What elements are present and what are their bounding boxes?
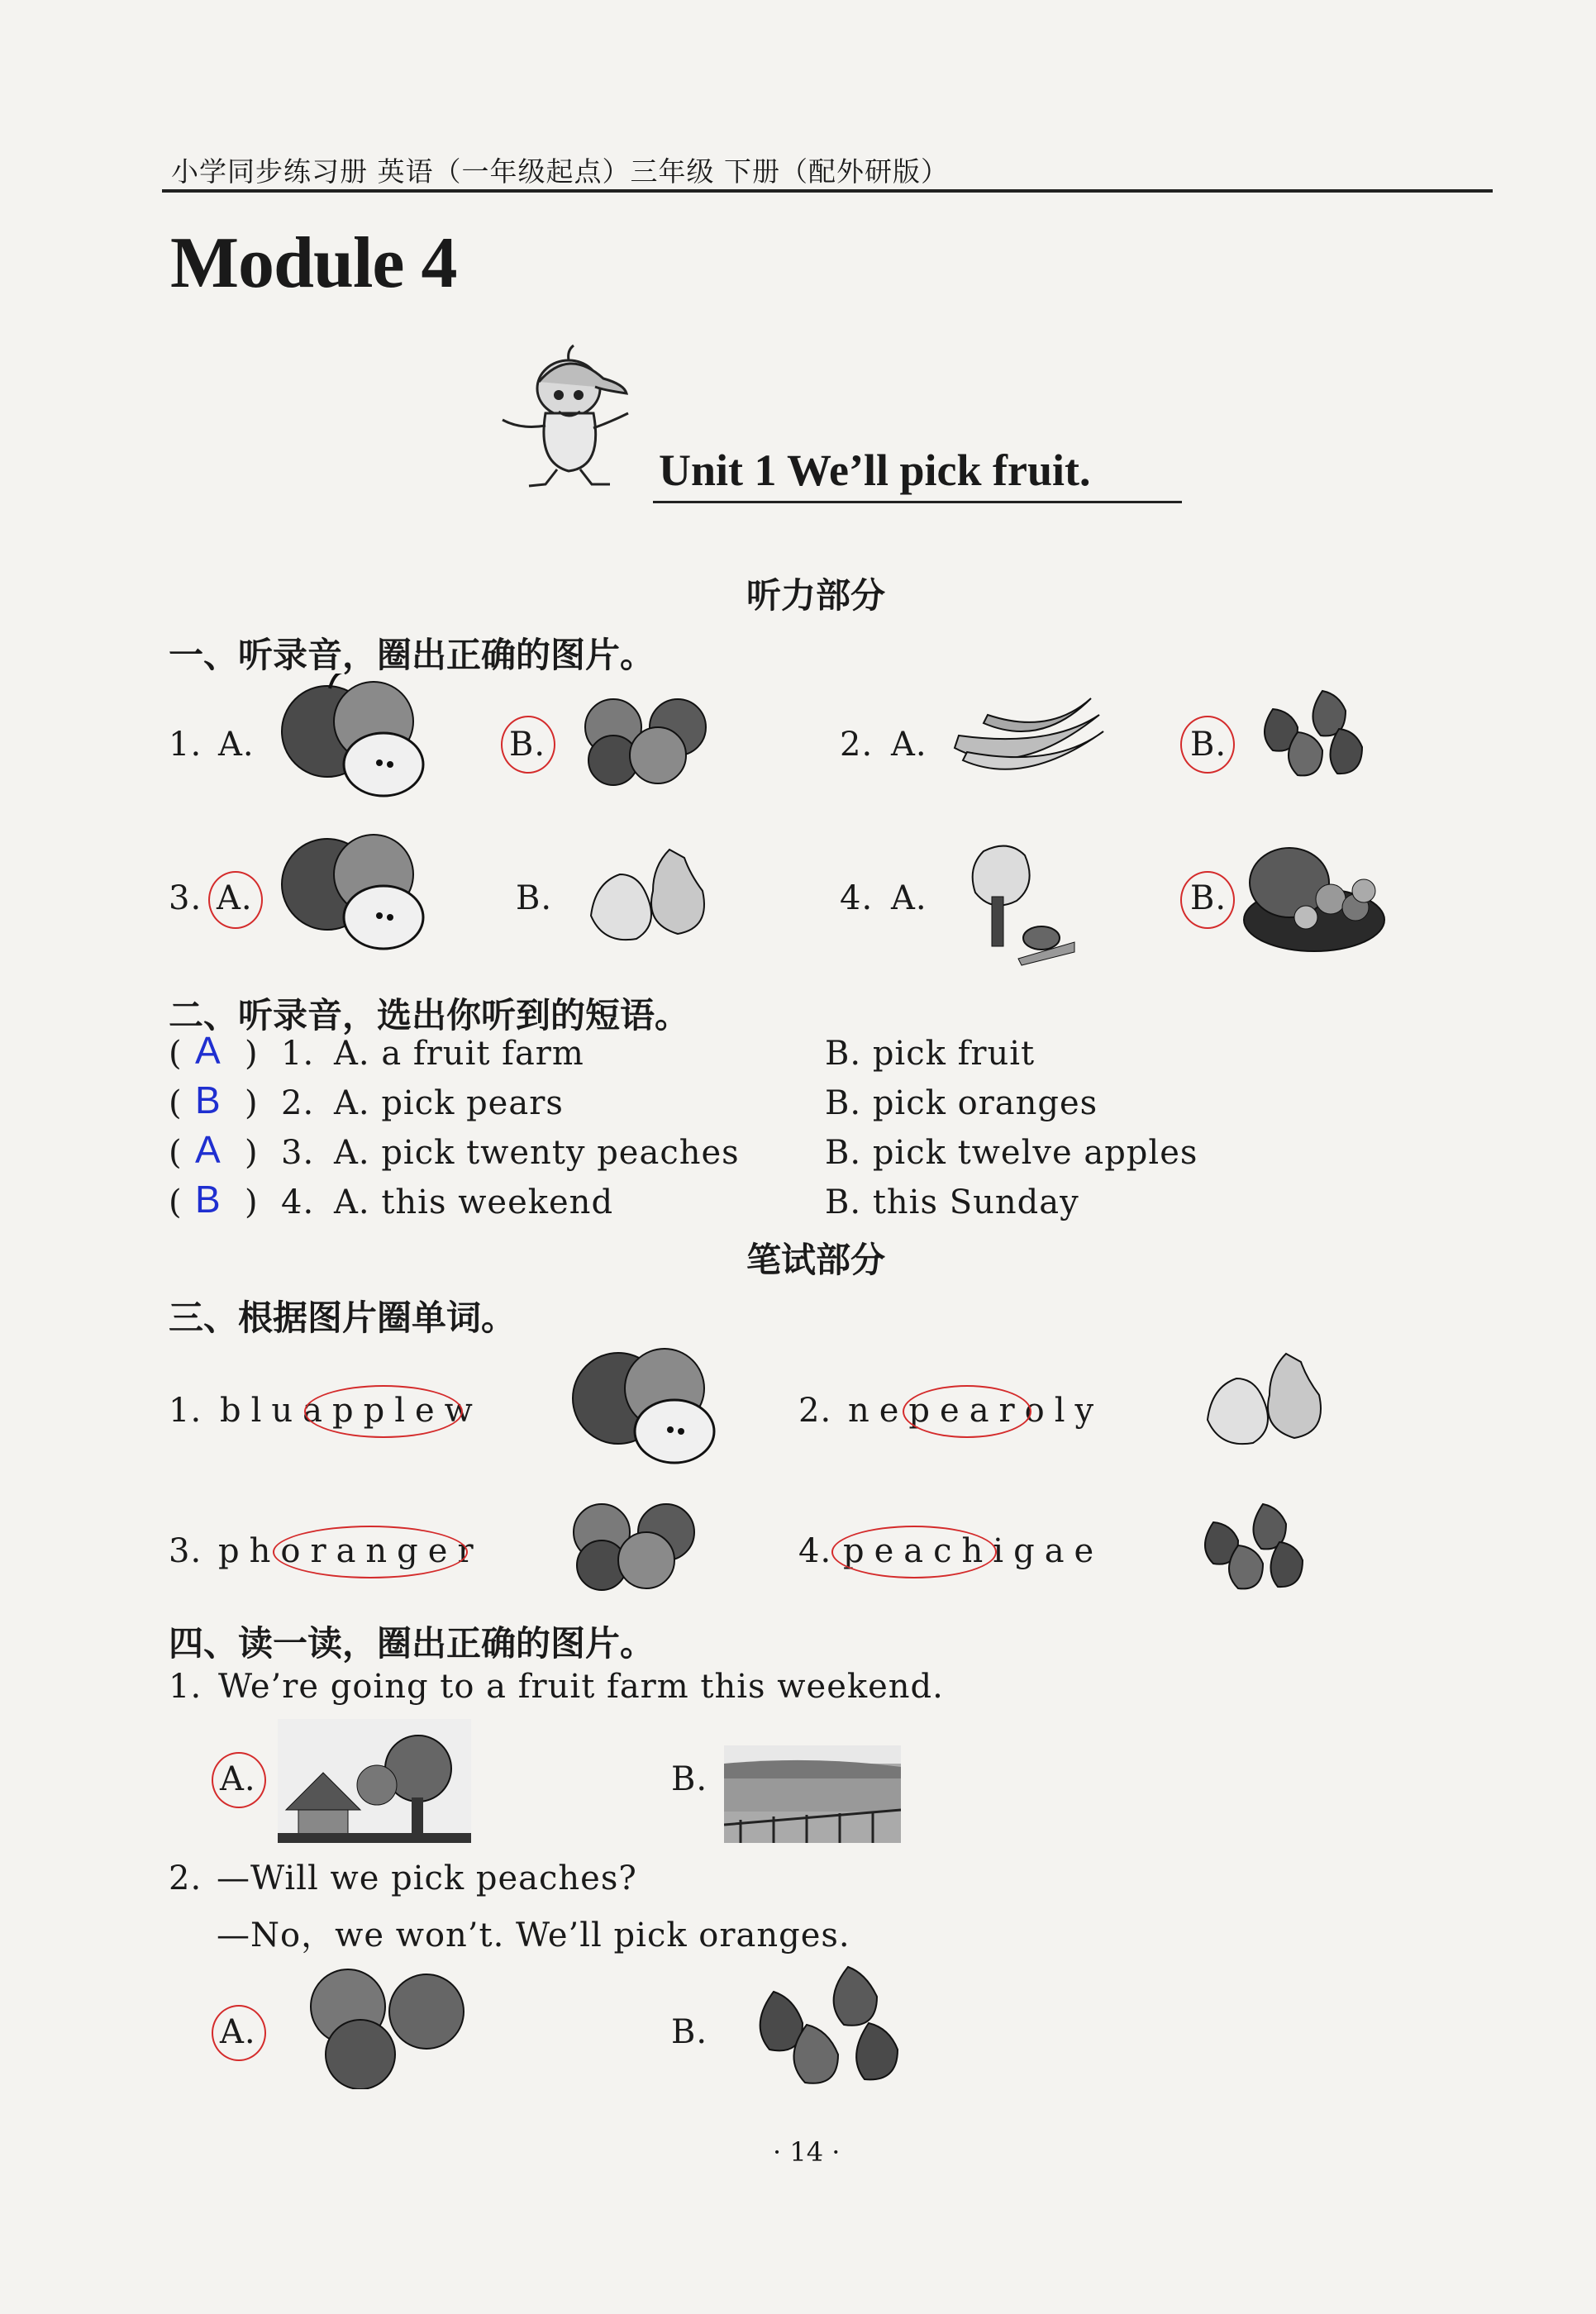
s4-q1-a: A. — [220, 1760, 256, 1798]
s1-item4-b: B. — [1190, 879, 1227, 917]
s2-row3-left-paren: ( — [169, 1134, 182, 1172]
s2-row3-option-b: B. pick twelve apples — [825, 1134, 1198, 1172]
s1-item2-a: A. — [891, 726, 927, 764]
book-title: 小学同步练习册 英语（一年级起点）三年级 下册（配外研版） — [171, 155, 949, 188]
s2-row3-option-a: A. pick twenty peaches — [334, 1134, 740, 1172]
s1-item1-num: 1. — [169, 726, 202, 764]
s1-item4-a: A. — [891, 879, 927, 917]
s3-item4-num: 4. — [798, 1532, 832, 1570]
s4-q2-line1: —Will we pick peaches? — [217, 1859, 637, 1897]
s1-item1-a: A. — [218, 726, 255, 764]
section3-title: 三、根据图片圈单词。 — [169, 1297, 517, 1338]
s2-row4-right-paren: ) — [245, 1183, 258, 1221]
s2-row2-option-a: A. pick pears — [334, 1084, 564, 1122]
s2-row4-num: 4. — [281, 1183, 315, 1221]
answer-circle — [212, 2005, 266, 2061]
s1-item2-num: 2. — [840, 726, 874, 764]
s1-item4-num: 4. — [840, 879, 874, 917]
s2-row2-left-paren: ( — [169, 1084, 182, 1122]
section1-title: 一、听录音，圈出正确的图片。 — [169, 635, 655, 675]
s2-row4-left-paren: ( — [169, 1183, 182, 1221]
orange-image — [294, 1965, 476, 2089]
s2-row1-num: 1. — [281, 1035, 315, 1073]
s4-q2-num: 2. — [169, 1859, 202, 1897]
s2-row1-left-paren: ( — [169, 1035, 182, 1073]
s4-q2-b: B. — [671, 2013, 708, 2051]
s2-row4-option-b: B. this Sunday — [825, 1183, 1079, 1221]
word-circle-apple — [304, 1385, 463, 1438]
s2-row2-num: 2. — [281, 1084, 315, 1122]
s1-item3-a: A. — [217, 879, 253, 917]
farmland-image — [724, 1745, 901, 1843]
answer-circle — [1180, 871, 1235, 929]
section4-title: 四、读一读，圈出正确的图片。 — [169, 1623, 655, 1664]
word-circle-pear — [903, 1385, 1031, 1438]
fruit-basket-image — [1240, 841, 1389, 957]
pear-image — [570, 841, 727, 949]
apple-image — [567, 1340, 724, 1464]
s3-item2-letters: nepearoly — [848, 1392, 1104, 1430]
s3-item2-num: 2. — [798, 1392, 832, 1430]
peach-image — [724, 1959, 914, 2099]
s3-item3-num: 3. — [169, 1532, 202, 1570]
s3-item4-letters: peachigae — [843, 1532, 1104, 1570]
s2-row1-right-paren: ) — [245, 1035, 258, 1073]
mascot-illustration — [488, 339, 653, 492]
word-circle-peach — [831, 1526, 997, 1578]
unit-title: Unit 1 We’ll pick fruit. — [659, 445, 1091, 495]
s2-row1-option-a: A. a fruit farm — [334, 1035, 584, 1073]
s4-q1-text: We’re going to a fruit farm this weekend. — [218, 1668, 944, 1706]
s4-q2-a: A. — [220, 2013, 256, 2051]
peach-image — [1180, 1489, 1313, 1605]
listening-part-title: 听力部分 — [746, 575, 886, 616]
unit-rule — [653, 501, 1182, 503]
s2-row2-answer: B — [195, 1078, 221, 1121]
pear-image — [1187, 1345, 1344, 1453]
s2-row4-option-a: A. this weekend — [334, 1183, 614, 1221]
s1-item1-b: B. — [509, 726, 546, 764]
module-title: Module 4 — [170, 223, 457, 303]
section2-title: 二、听录音，选出你听到的短语。 — [169, 995, 690, 1036]
s4-q1-b: B. — [671, 1760, 708, 1798]
s2-row2-option-b: B. pick oranges — [825, 1084, 1098, 1122]
s2-row2-right-paren: ) — [245, 1084, 258, 1122]
s2-row3-num: 3. — [281, 1134, 315, 1172]
word-circle-orange — [273, 1526, 468, 1578]
writing-part-title: 笔试部分 — [746, 1240, 886, 1280]
s4-q2-line2: —No，we won’t. We’ll pick oranges. — [217, 1916, 850, 1955]
banana-image — [950, 690, 1108, 781]
s2-row1-option-b: B. pick fruit — [825, 1035, 1036, 1073]
s1-item3-b: B. — [516, 879, 553, 917]
answer-circle — [212, 1752, 266, 1808]
orange-image — [579, 693, 719, 788]
header-rule — [162, 189, 1493, 193]
apple-image — [276, 826, 433, 950]
orange-image — [567, 1497, 707, 1593]
s2-row1-answer: A — [195, 1029, 221, 1072]
s1-item2-b: B. — [1190, 726, 1227, 764]
s2-row3-answer: A — [195, 1128, 221, 1171]
page-number: · 14 · — [773, 2136, 841, 2168]
answer-circle — [208, 871, 263, 929]
s2-row4-answer: B — [195, 1178, 221, 1221]
s4-q1-num: 1. — [169, 1668, 202, 1706]
fruit-farm-image — [278, 1719, 471, 1843]
s3-item1-num: 1. — [169, 1392, 202, 1430]
answer-circle — [501, 716, 555, 774]
s3-item3-letters: phoranger — [218, 1532, 484, 1570]
apple-image — [276, 674, 433, 798]
s1-item3-num: 3. — [169, 879, 202, 917]
vegetables-image — [959, 835, 1083, 967]
s2-row3-right-paren: ) — [245, 1134, 258, 1172]
s3-item1-letters: bluapplew — [220, 1392, 483, 1430]
answer-circle — [1180, 716, 1235, 774]
peach-image — [1240, 676, 1372, 792]
